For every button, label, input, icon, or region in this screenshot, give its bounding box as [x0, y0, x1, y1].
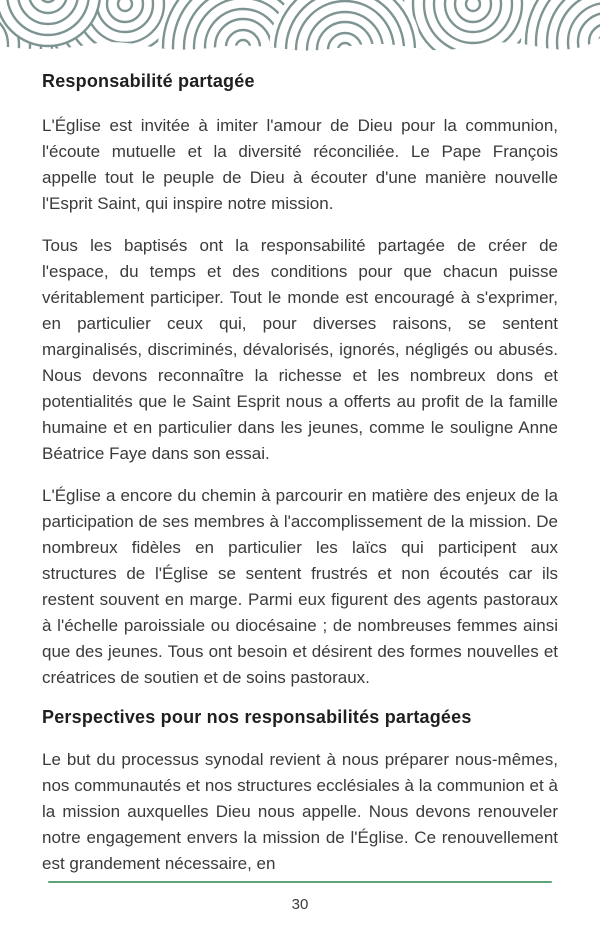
concentric-circles-pattern — [0, 0, 600, 56]
circle-group — [521, 0, 600, 56]
page-content — [0, 56, 600, 877]
decorative-header-band — [0, 0, 600, 56]
paragraph: Tous les baptisés ont la responsabilité partagée de créer de l'espace, du temps et des conditions pour que chacun puisse véritablement participer. Tout le monde est encouragé à s'exprimer, en particulier ceux qui, pour diverses raisons, se sentent marginalisés, discriminés, dévalorisés, ignorés, négligés ou abusés. Nous devons reconnaître la richesse et les nombreux dons et potentialités que le Saint Esprit nous a offerts au profit de la famille humaine et en particulier dans les jeunes, comme le souligne Anne Béatrice Faye dans son essai. — [42, 236, 558, 463]
section-responsabilite-partagee — [42, 71, 558, 691]
paragraph: L'Église est invitée à imiter l'amour de Dieu pour la communion, l'écoute mutuelle et la diversité réconciliée. Le Pape François appelle tout le peuple de Dieu à écouter d'une manière nouvelle l'Esprit Saint, qui inspire notre mission. — [42, 116, 558, 213]
circle-group — [269, 0, 421, 56]
section-heading: Responsabilité partagée — [42, 71, 255, 91]
section-heading: Perspectives pour nos responsabilités partagées — [42, 707, 472, 727]
section-perspectives — [42, 707, 558, 877]
page-footer — [0, 881, 600, 928]
footer-divider — [48, 881, 552, 883]
paragraph: Le but du processus synodal revient à nous préparer nous-mêmes, nos communautés et nos structures ecclésiales à la communion et à la mission auxquelles Dieu nous appelle. Nous devons renouveler notre engagement envers la mission de l'Église. Ce renouvellement est grandement nécessaire, en — [42, 750, 558, 873]
page-number: 30 — [291, 896, 309, 913]
paragraph: L'Église a encore du chemin à parcourir en matière des enjeux de la participation de ses membres à l'accomplissement de la mission. De nombreux fidèles en particulier les laïcs qui participent aux structures de l'Église se sentent frustrés et non écoutés car ils restent souvent en marge. Parmi eux figurent des agents pastoraux à l'échelle paroissiale ou diocésaine ; de nombreuses femmes ainsi que des jeunes. Tous ont besoin et désirent des formes nouvelles et créatrices de soutien et de soins pastoraux. — [42, 486, 558, 687]
